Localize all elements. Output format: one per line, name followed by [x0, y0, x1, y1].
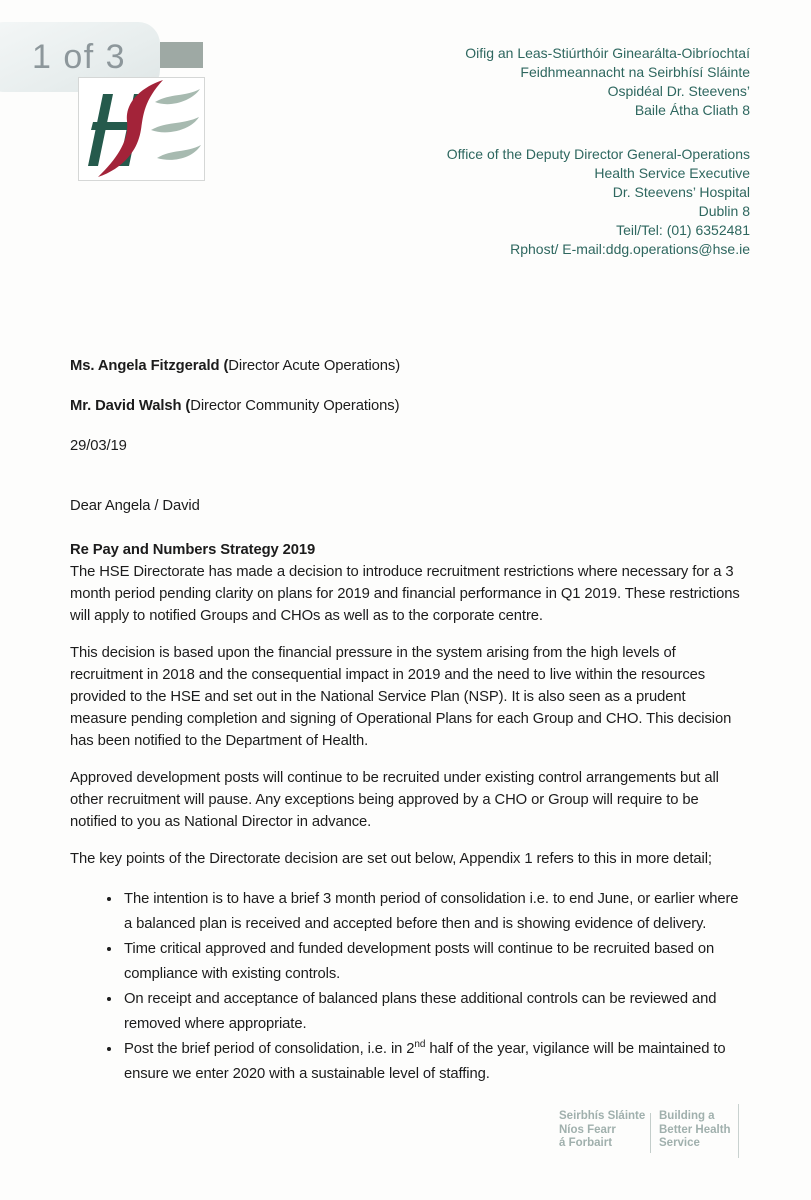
letterhead-phone: Teil/Tel: (01) 6352481: [616, 222, 750, 238]
letterhead-english-line: Dr. Steevens’ Hospital: [612, 184, 750, 200]
letterhead-irish: [447, 44, 750, 120]
recipient-line: [70, 397, 746, 416]
letterhead-english: [447, 145, 750, 259]
paragraph: Approved development posts will continue to be recruited under existing control arrangements but all other recruitment will pause. Any exceptions being approved by a CHO or Group will require to be notified to you as National Director in advance.: [70, 770, 719, 830]
recipient-title: Director Acute Operations): [228, 358, 401, 374]
list-item: • The intention is to have a brief 3 month period of consolidation i.e. to end June, or earlier where a balanced plan is received and accepted before then and is showing evidence of delivery.: [122, 887, 746, 937]
subject-line: Re Pay and Numbers Strategy 2019: [70, 542, 316, 558]
recipient-title: Director Community Operations): [190, 398, 400, 414]
letter-body: [70, 357, 746, 1087]
paragraph: The key points of the Directorate decision are set out below, Appendix 1 refers to this in more detail;: [70, 851, 712, 867]
recipient-line: [70, 357, 746, 376]
salutation: Dear Angela / David: [70, 498, 200, 514]
key-points-list: [70, 887, 746, 1087]
letterhead-irish-line: Ospidéal Dr. Steevens’: [607, 83, 750, 99]
footer-irish-line: Seirbhís Sláinte: [559, 1110, 646, 1122]
letterhead-irish-line: Feidhmeannacht na Seirbhísí Sláinte: [520, 64, 750, 80]
letterhead-irish-line: Oifig an Leas-Stiúrthóir Ginearálta-Oibríochtaí: [465, 45, 750, 61]
letterhead-email: Rphost/ E-mail:ddg.operations@hse.ie: [510, 241, 750, 257]
letterhead: [447, 44, 750, 259]
footer-english-line: Service: [659, 1137, 700, 1149]
footer-irish-line: Níos Fearr: [559, 1123, 616, 1136]
footer-tagline-english: [659, 1110, 737, 1151]
footer-divider: [650, 1113, 651, 1153]
letterhead-english-line: Health Service Executive: [594, 165, 750, 181]
recipient-name: Mr. David Walsh (: [70, 398, 191, 414]
footer-english-line: Better Health: [659, 1123, 731, 1136]
letter-date: 29/03/19: [70, 438, 127, 454]
list-item: • Time critical approved and funded development posts will continue to be recruited based on compliance with existing controls.: [122, 937, 746, 987]
list-item: [122, 1037, 746, 1087]
letterhead-english-line: Office of the Deputy Director General-Operations: [446, 146, 750, 162]
list-item-text: Post the brief period of consolidation, i.e. in 2: [124, 1041, 415, 1057]
ordinal-superscript: nd: [414, 1039, 426, 1051]
footer-tagline-irish: [559, 1110, 647, 1151]
paragraph: This decision is based upon the financial pressure in the system arising from the high levels of recruitment in 2018 and the consequential impact in 2019 and the need to live within the resources provided to the HSE and set out in the National Service Plan (NSP). It is also seen as a prudent measure pending completion and signing of Operational Plans for each Group and CHO. This decision has been notified to the Department of Health.: [70, 645, 732, 749]
footer-english-line: Building a: [659, 1110, 715, 1122]
footer-irish-line: á Forbairt: [559, 1137, 613, 1149]
recipient-name: Ms. Angela Fitzgerald (: [70, 358, 229, 374]
letterhead-irish-line: Baile Átha Cliath 8: [634, 102, 750, 118]
page-indicator: 1 of 3: [32, 37, 127, 76]
list-item-text: half of the year, vigilance will be maintained to ensure we enter 2020 with a sustainable level of staffing.: [124, 1041, 726, 1082]
letterhead-english-line: Dublin 8: [698, 203, 750, 219]
hse-logo: [78, 77, 205, 181]
footer-end-rule: [738, 1104, 739, 1158]
logo-top-tab: [160, 42, 203, 68]
paragraph: The HSE Directorate has made a decision to introduce recruitment restrictions where necessary for a 3 month period pending clarity on plans for 2019 and financial performance in Q1 2019. These restrictions will apply to notified Groups and CHOs as well as to the corporate centre.: [70, 564, 740, 624]
list-item: • On receipt and acceptance of balanced plans these additional controls can be reviewed and removed where appropriate.: [122, 987, 746, 1037]
hse-logo-icon: [79, 78, 204, 180]
